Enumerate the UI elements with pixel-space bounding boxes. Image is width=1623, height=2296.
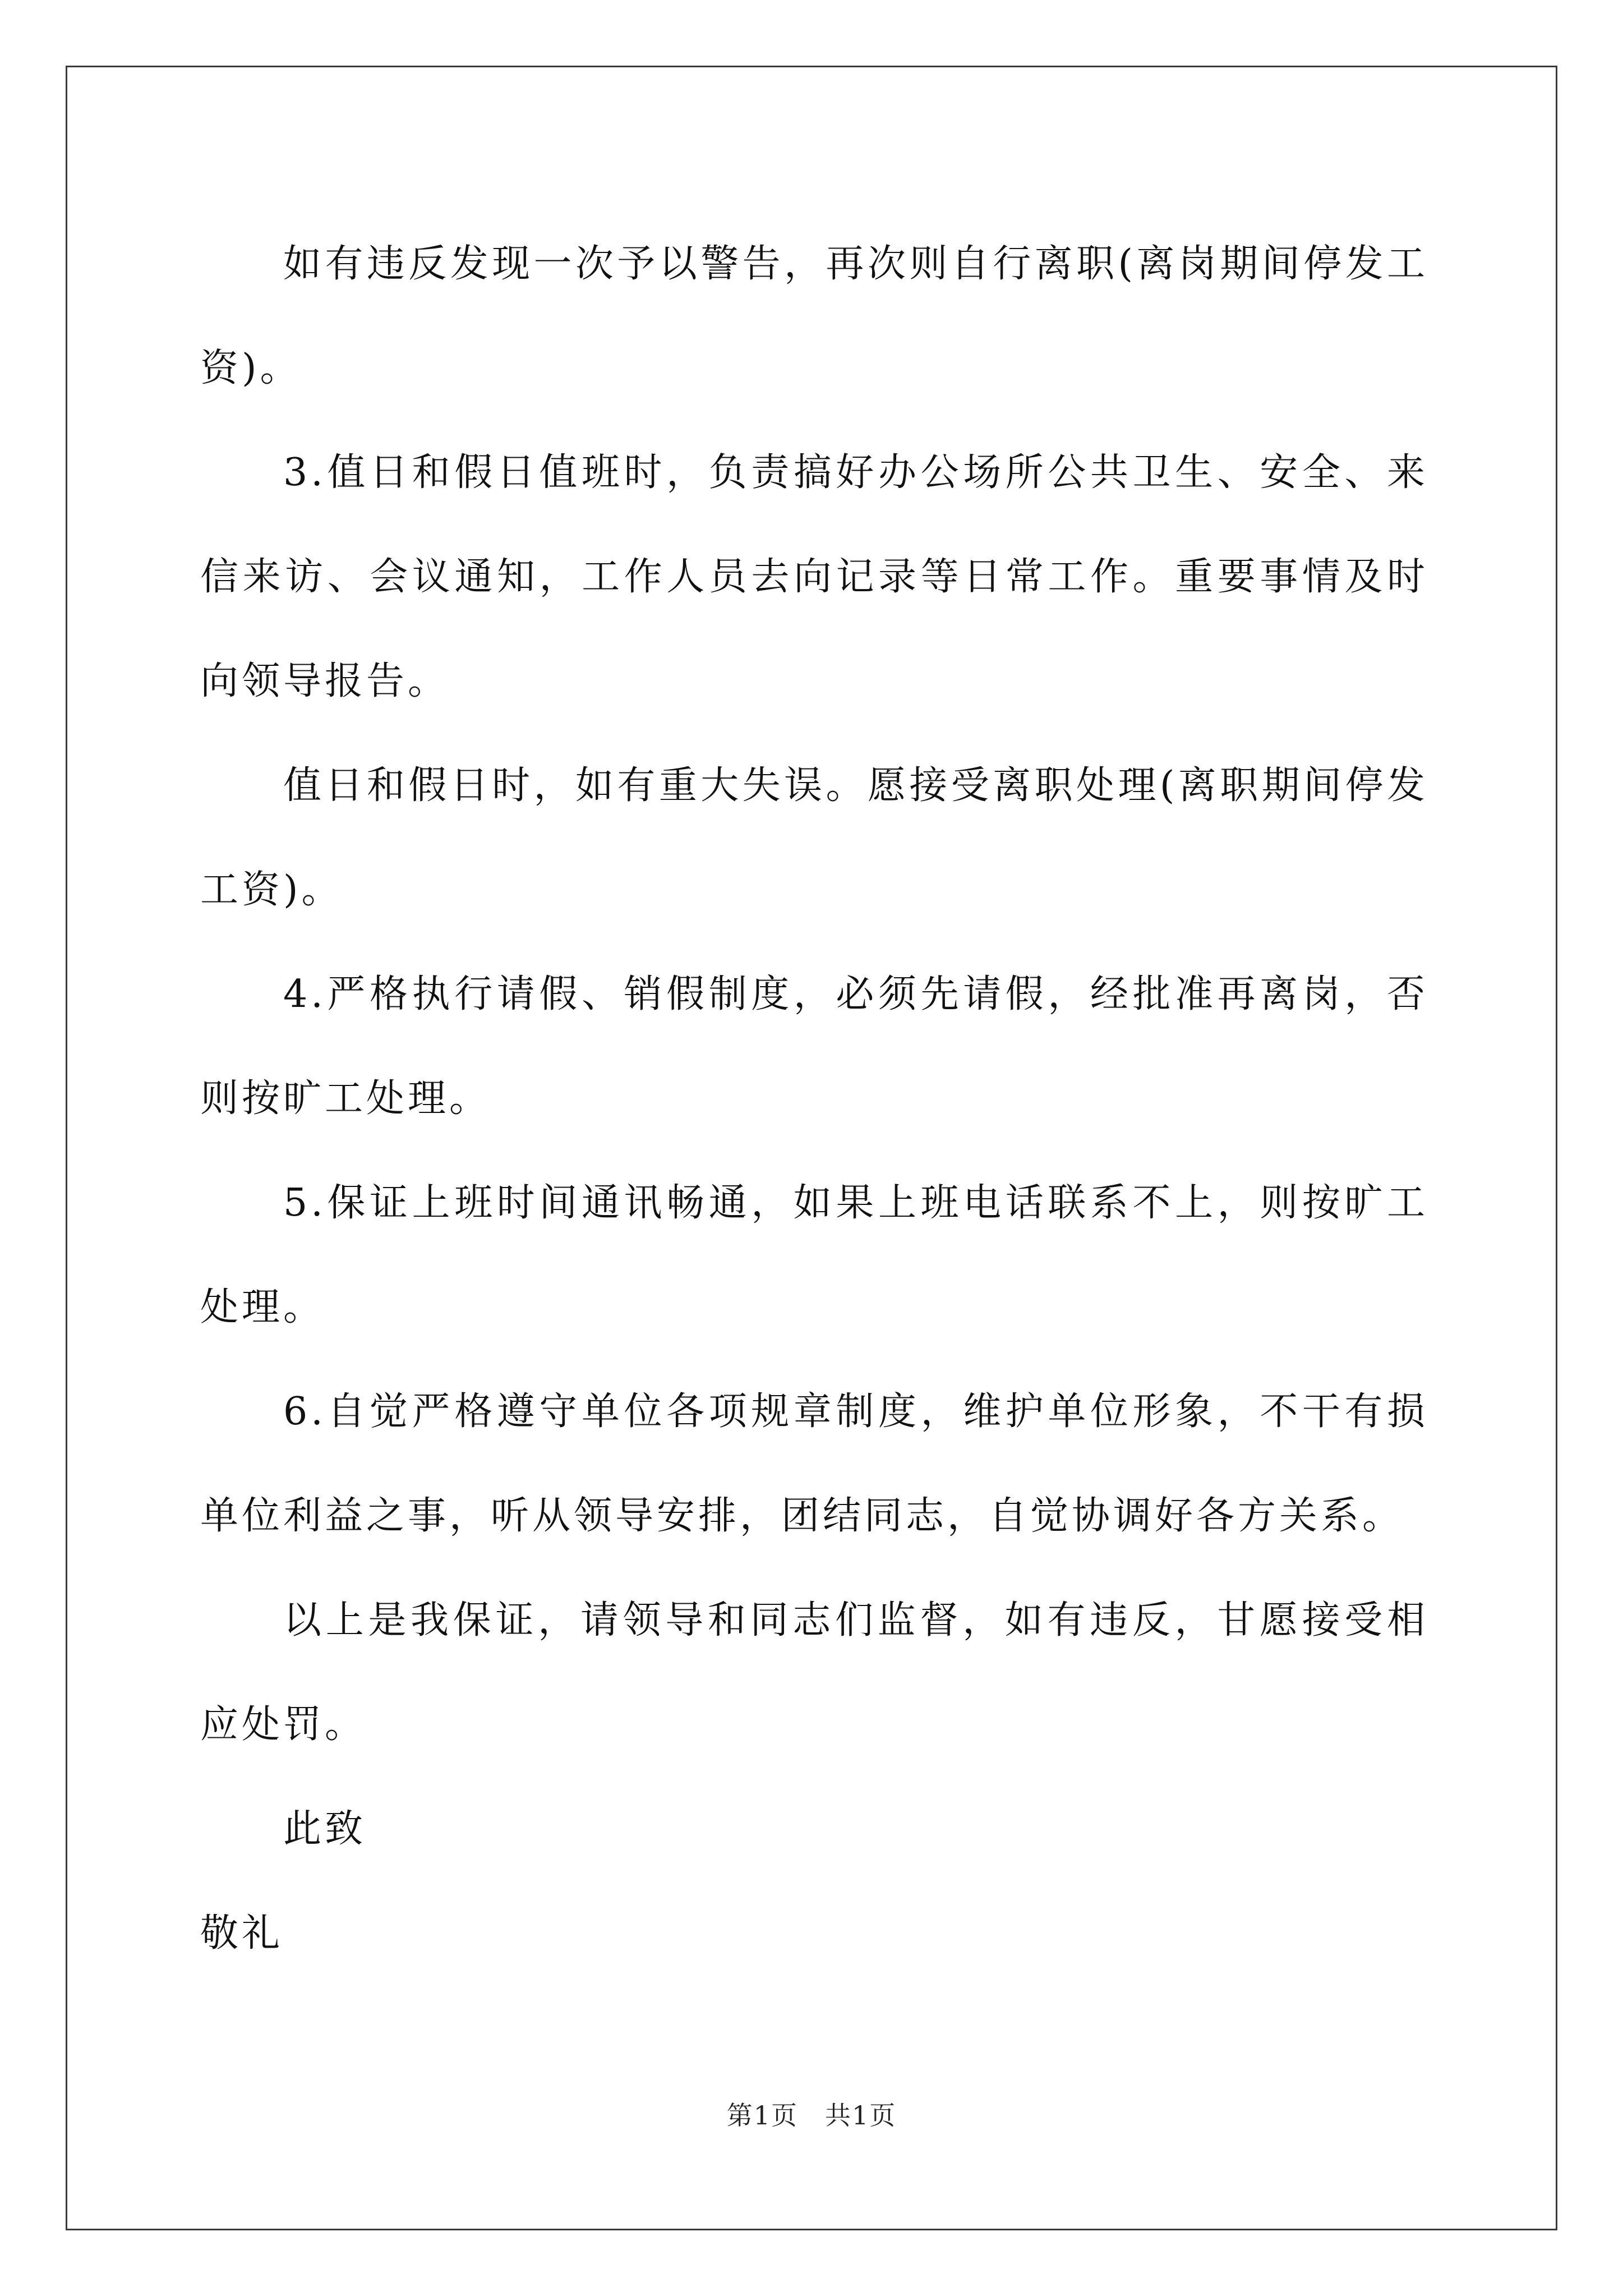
paragraph: 6.自觉严格遵守单位各项规章制度，维护单位形象，不干有损单位利益之事，听从领导安排，团结同志，自觉协调好各方关系。 [200,1389,1428,1538]
paragraph: 值日和假日时，如有重大失误。愿接受离职处理(离职期间停发工资)。 [200,763,1428,912]
paragraph: 4.严格执行请假、销假制度，必须先请假，经批准再离岗，否则按旷工处理。 [200,972,1428,1121]
paragraph: 5.保证上班时间通讯畅通，如果上班电话联系不上，则按旷工处理。 [200,1181,1428,1329]
paragraph: 如有违反发现一次予以警告，再次则自行离职(离岗期间停发工资)。 [200,242,1429,390]
salutation: 敬礼 [200,1911,284,1955]
page-footer: 第1页 共1页 [726,2100,897,2131]
paragraph: 3.值日和假日值班时，负责搞好办公场所公共卫生、安全、来信来访、会议通知，工作人员去向记录等日常工作。重要事情及时向领导报告。 [200,450,1428,703]
closing-phrase: 此致 [283,1807,367,1851]
paragraph: 以上是我保证，请领导和同志们监督，如有违反，甘愿接受相应处罚。 [200,1598,1428,1747]
document-body [200,212,1428,1986]
